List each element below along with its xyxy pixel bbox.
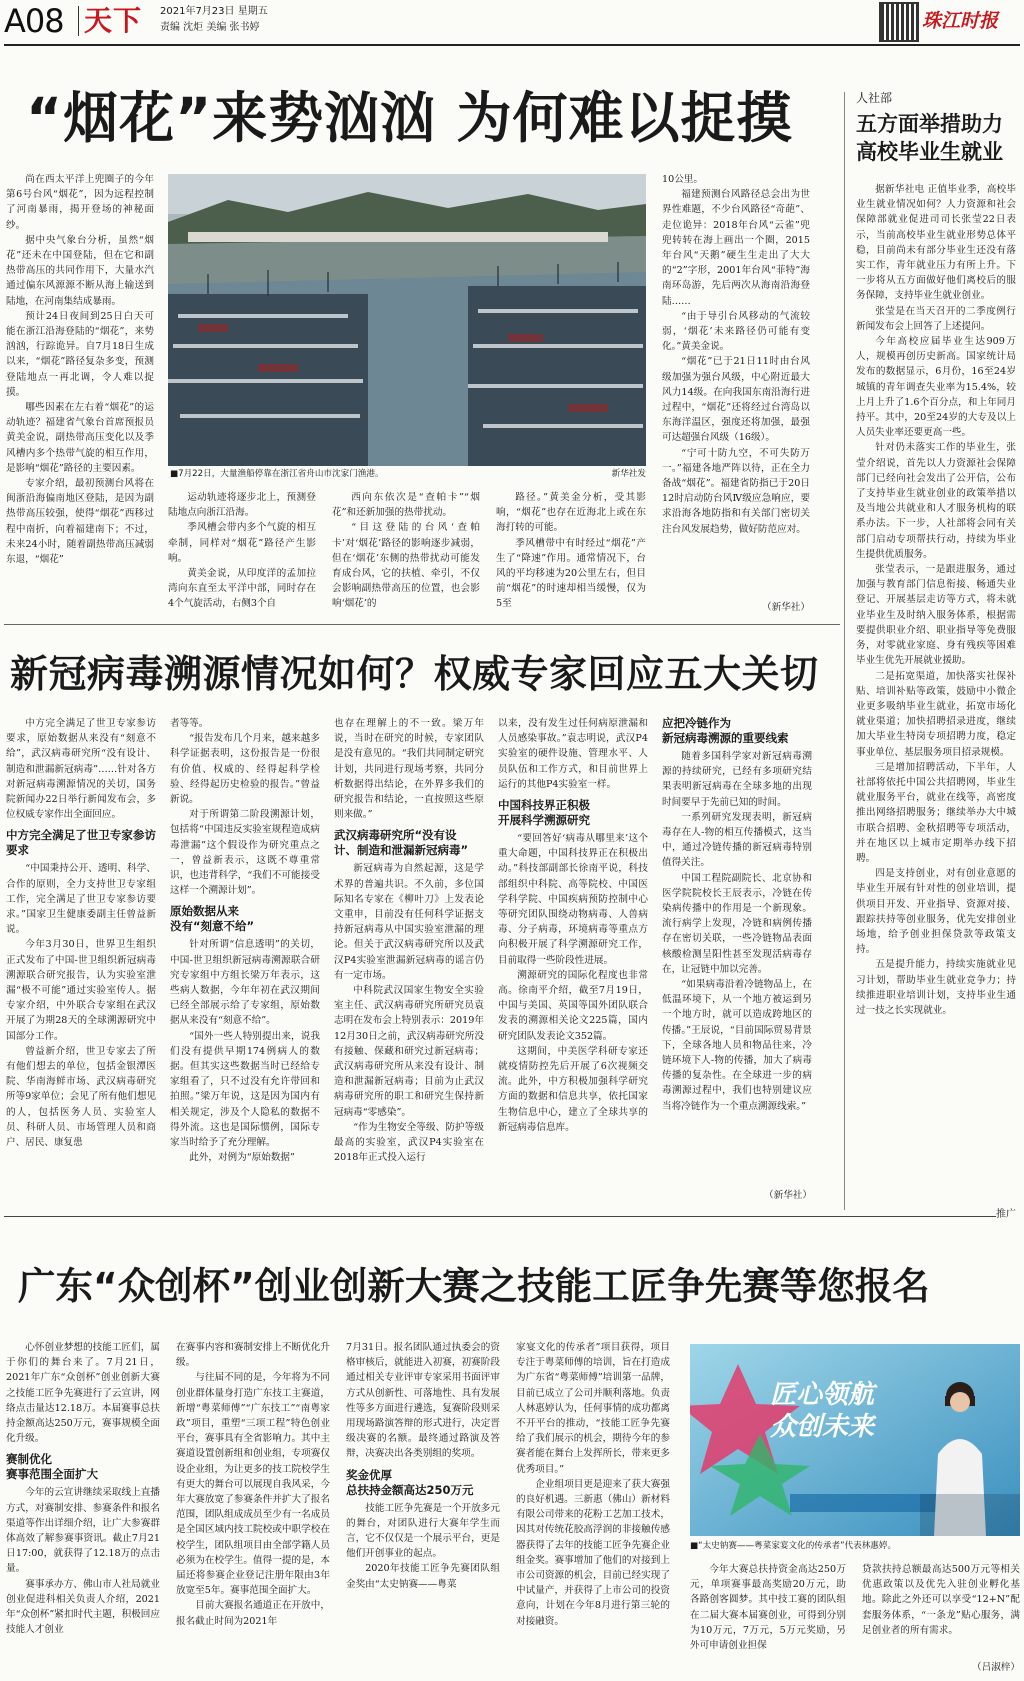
paragraph: 据新华社电 正值毕业季，高校毕业生就业情况如何？人力资源和社会保障部就业促进司司长张莹22日表示，当前高校毕业生就业形势总体平稳，目前尚未有部分毕业生还没有落实工作，青年就业压力有所上升。下一步将从五方面做好他们离校后的服务保障，支持毕业生就业创业。 <box>856 184 1016 302</box>
paragraph: 中方完全满足了世卫专家参访要求，原始数据从来没有“刻意不给”，武汉病毒研究所“没有设计、制造和泄漏新冠病毒”……针对各方对新冠病毒溯源情况的关切，国务院新闻办22日举行新闻发布会，多位权威专家作出全面回应。 <box>6 718 156 821</box>
paragraph: 运动轨迹将逐步北上，预测登陆地点向浙江沿海。 <box>168 492 316 519</box>
paragraph: “作为生物安全等级、防护等级最高的实验室，武汉P4实验室在2018年正式投入运行 <box>334 1121 484 1164</box>
story2-rule <box>4 624 840 625</box>
paragraph: 今年3月30日，世界卫生组织正式发布了中国-世卫组织新冠病毒溯源联合研究报告，认为实验室泄漏“极不可能”通过实验室传人。据专家介绍，中外联合专家组在武汉开展了为期28天的全球溯源研究中国部分工作。 <box>6 939 156 1042</box>
story3-subhead-1 <box>6 1452 160 1482</box>
subhead-line: 赛事范围全面扩大 <box>6 1467 98 1482</box>
sidebar-divider <box>844 92 845 1210</box>
subhead-line: 应把冷链作为 <box>662 716 731 730</box>
paragraph: “中国秉持公开、透明、科学、合作的原则，全力支持世卫专家组工作，完全满足了世卫专家参访要求。”国家卫生健康委副主任曾益新说。 <box>6 863 156 936</box>
story1-photo-credit: 新华社发 <box>611 469 646 479</box>
paragraph: 目前大赛报名通道正在开放中，报名截止时间为2021年 <box>176 1600 330 1627</box>
paragraph: 家宴文化的传承者”项目获得，项目专注于粤菜师傅的培训，旨在打造成为广东省“粤菜师傅”培训第一品牌，目前已成立了公司并顺利落地。负责人林惠婷认为，任何事情的成功都离不开平台的推动，“技能工匠争先赛给了我们展示的机会，期待今年的参赛者能在舞台上发挥所长，带来更多优秀项目。” <box>516 1342 670 1475</box>
story2-subhead-4 <box>498 798 648 828</box>
paragraph: 张莹是在当天召开的二季度例行新闻发布会上回答了上述提问。 <box>856 305 1016 332</box>
story3-headline: 广东“众创杯”创业创新大赛之技能工匠争先赛等您报名 <box>18 1264 930 1308</box>
paragraph: 据中央气象台分析，虽然“烟花”还未在中国登陆，但在它和副热带高压的共同作用下，大量水汽通过偏东风源源不断从海上输送到陆地，在河南集结成暴雨。 <box>6 234 154 307</box>
story1-col2b <box>168 490 316 614</box>
editor-credits: 责编 沈炬 美编 张书婷 <box>160 22 260 33</box>
story3-col3 <box>346 1340 500 1678</box>
paragraph: “如果病毒沿着冷链物品上，在低温环境下，从一个地方被运到另一个地方时，就可以造成跨地区的传播。”王辰说，“目前国际贸易背景下，全球各地人员和物品往来，冷链环境下人-物的传播，加大了病毒传播的复杂性。在全球进一步的病毒溯源过程中，我们也特别建议应当将冷链作为一个重点溯源线索。” <box>662 979 812 1112</box>
story3-photo-caption: ■“太史钠赛——粤菜家宴文化的传承者”代表林惠婷。 <box>690 1541 897 1551</box>
qr-code-icon <box>881 4 917 40</box>
story1-credit: （新华社） <box>762 602 810 613</box>
subhead-line: 中国科技界正积极 <box>498 798 590 813</box>
paragraph: 针对仍未落实工作的毕业生，张莹介绍说，首先以人力资源社会保障部门已经向社会发出了公开信，公布了支持毕业生就业创业的政策举措以及当地公共就业和人才服务机构的联系办法。下一步，人社部将会同有关部门启动专项帮扶行动，持续为毕业生提供优质服务。 <box>856 442 1016 560</box>
sidebar-body <box>856 182 1016 1210</box>
subhead-line: 武汉病毒研究所“没有设 <box>334 828 457 843</box>
paragraph: 黄美金说，从印度洋的孟加拉湾向东直至太平洋中部，同时存在4个气旋活动，右侧3个自 <box>168 568 316 610</box>
paragraph: 今年高校应届毕业生达909万人，规模再创历史新高。国家统计局发布的数据显示，6月份，16至24岁城镇的青年调查失业率为15.4%，较上月上升了1.6个百分点，和上年同月持平。其中，20至24岁的大专及以上人员失业率还要更高一些。 <box>856 336 1016 439</box>
sidebar-kicker: 人社部 <box>856 91 893 105</box>
sidebar-headline-line2: 高校毕业生就业 <box>856 139 1003 164</box>
paragraph: 二是拓宽渠道，加快落实社保补贴、培训补贴等政策，鼓励中小微企业更多吸纳毕业生就业，拓宽市场化就业渠道；加快招聘招录进度，继续加大毕业生特岗专项招聘力度，稳定事业单位、基层服务项目招录规模。 <box>856 670 1016 758</box>
paragraph: 三是增加招聘活动，下半年，人社部将依托中国公共招聘网，毕业生就业服务平台，就业在线等，高密度推出网络招聘服务；继续举办大中城市联合招聘、金秋招聘等专项活动，并在地区以上城市定期举办线下招聘。 <box>856 761 1016 864</box>
paragraph: 一系列研究发现表明，新冠病毒存在人-物的相互传播模式，这当中，通过冷链传播的新冠病毒特别值得关注。 <box>662 811 812 869</box>
subhead-line: 新冠病毒溯源的重要线索 <box>662 731 789 745</box>
paragraph: 路径。”黄美金分析，受其影响，“烟花”也存在近海北上或在东海打转的可能。 <box>496 492 646 534</box>
story1-col3b <box>332 490 480 614</box>
subhead-line: 计、制造和泄漏新冠病毒” <box>334 843 469 858</box>
story3-credit: （吕淑梓） <box>972 1662 1020 1673</box>
paragraph: 季风槽带中有时经过“烟花”产生了“降速”作用。通常情况下，台风的平均移速为20公里左右，但目前“烟花”的时速却相当缓慢，仅为5至 <box>496 537 646 610</box>
paragraph: 张莹表示，一是跟进服务，通过加强与教育部门信息衔接、畅通失业登记、开展基层走访等方式，将未就业毕业生及时纳入服务体系，根据需要提供职业介绍、职业指导等免费服务，对零就业家庭、身有残疾等困难毕业生优先开展就业援助。 <box>856 564 1016 667</box>
paragraph: 以来，没有发生过任何病原泄漏和人员感染事故。”袁志明说，武汉P4实验室的硬件设施、管理水平、人员队伍和工作方式，和目前世界上运行的其他P4实验室一样。 <box>498 718 648 790</box>
story2-credit: （新华社） <box>764 1190 812 1201</box>
harbor-photo <box>168 174 646 466</box>
story2-subhead-1: 中方完全满足了世卫专家参访要求 <box>6 828 156 858</box>
promo-rule <box>4 1216 996 1217</box>
paragraph: “由于导引台风移动的气流较弱，‘烟花’未来路径仍可能有变化。”黄美金说。 <box>662 310 810 353</box>
paragraph: 7月31日。报名团队通过执委会的资格审核后，就能进入初赛，初赛阶段通过相关专业评审专家采用书面评审方式从创新性、可落地性、具有发展性等多方面进行遴选，复赛阶段则采用现场路演答辩的形式进行，决定晋级决赛的名额。最终通过路演及答辩，决赛决出各类别组的奖项。 <box>346 1342 500 1460</box>
story2-col1 <box>6 716 156 1202</box>
paragraph: 也存在理解上的不一致。梁万年说，当时在研究的时候，专家团队是没有意见的。“我们共同制定研究计划，共同进行现场考察，共同分析数据得出结论，在外界多我们的研究报告和结论，一直按照这些原则来做。” <box>334 718 484 821</box>
paragraph: 季风槽会带内多个气旋的相互牵制，同样对“烟花”路径产生影响。 <box>168 522 316 564</box>
story3-subhead-2 <box>346 1468 500 1498</box>
paragraph: “要回答好‘病毒从哪里来’这个重大命题，中国科技界正在积极出动。”科技部副部长徐南平说，科技部组织中科院、高等院校、中国医学科学院、中国疾病预防控制中心等研究团队围绕动物病毒、人兽病毒、分子病毒，环境病毒等重点方向积极开展了科学溯源研究工作，目前取得一些阶段性进展。 <box>498 833 648 966</box>
subhead-line: 没有“刻意不给” <box>170 919 255 934</box>
section-title: 天下 <box>84 4 143 37</box>
paper-logo: 珠江时报 <box>922 10 999 32</box>
subhead-line: 原始数据从来 <box>170 904 239 919</box>
paragraph: “目这登陆的台风‘查帕卡’对‘烟花’路径的影响逐步减弱，但在‘烟花’东侧的热带扰动可能发育成台风，它的扶植、牵引，不仅会影响副热带高压的位置，也会影响‘烟花’的 <box>332 522 480 610</box>
story2-col2 <box>170 716 320 1202</box>
story1-col1 <box>6 172 154 614</box>
issue-date: 2021年7月23日 星期五 <box>160 6 268 17</box>
masthead-divider <box>78 6 79 36</box>
paragraph: 贷款扶持总额最高达500万元等相关优惠政策以及优先入驻创业孵化基地。除此之外还可以享受“12+N”配套服务体系，“一条龙”贴心服务，满足创业者的所有需求。 <box>862 1564 1020 1636</box>
paragraph: 此外，对例为“原始数据” <box>189 1152 295 1164</box>
story1-col4b <box>496 490 646 614</box>
story3-col5 <box>690 1562 846 1678</box>
photo-banner-line2: 众创未来 <box>770 1412 875 1442</box>
subhead-line: 开展科学溯源研究 <box>498 813 590 828</box>
paragraph: 专家介绍，最初预测台风将在闽浙沿海偏南地区登陆，是因为副热带高压较强，使得“烟花”西移过程中南折，向着福建南下；不过，未来24小时，随着副热带高压减弱东退，“烟花” <box>6 478 154 566</box>
paragraph: 10公里。 <box>662 174 703 185</box>
story2-col4 <box>498 716 648 1202</box>
paragraph: 哪些因素在左右着“烟花”的运动轨迹？福建省气象台首席预报员黄美金说，副热带高压变化以及季风槽内多个热带气旋的相互作用，是影响“烟花”路径的主要因素。 <box>6 402 154 474</box>
paragraph: 2020年技能工匠争先赛团队组金奖由“太史钠赛——粤菜 <box>346 1563 500 1590</box>
story2-col5 <box>662 716 812 1188</box>
story2-subhead-3 <box>334 828 484 858</box>
story2-subhead-2 <box>170 904 320 934</box>
story3-col4 <box>516 1340 670 1678</box>
paragraph: 五是提升能力，持续实施就业见习计划，帮助毕业生就业竞争力；持续推进职业培训计划，支持毕业生通过一技之长实现就业。 <box>856 959 1016 1016</box>
paragraph: 新冠病毒为自然起源，这是学术界的普遍共识。不久前，多位国际知名专家在《柳叶刀》上发表论文重申，目前没有任何科学证据支持新冠病毒从中国实验室泄漏的理论。但关于武汉病毒研究所以及武汉P4实验室泄漏新冠病毒的谣言仍有一定市场。 <box>334 863 484 981</box>
paragraph: “报告发布几个月来，越来越多科学证据表明，这份报告是一份很有价值、权威的、经得起科学检验、经得起历史检验的报告。”曾益新说。 <box>170 733 320 806</box>
story3-col1 <box>6 1340 160 1678</box>
story1-photo-caption: ■7月22日，大量渔船停靠在浙江省舟山市沈家门渔港。 <box>170 469 384 479</box>
paragraph: 今年的云宣讲继续采取线上直播方式，对赛制安排、参赛条件和报名渠道等作出详细介绍，让广大参赛群体高效了解参赛事资讯。截止7月21日17:00，就获得了12.18万的点击量。 <box>6 1487 160 1575</box>
paragraph: “烟花”已于21日11时由台风级加强为强台风级，中心附近最大风力14级。在向我国东南沿海行进过程中，“烟花”还将经过台湾岛以东海洋温区，强度还将加强，最强可达超强台风级（16级）。 <box>662 356 810 444</box>
paragraph: 福建预测台风路径总会出为世界性难题，不少台风路径“奇葩”、走位诡异：2018年台风“云雀”兜兜转转在海上画出一个圈，2015年台风“天鹅”硬生生走出了大大的“2”字形，2001年台风“菲特”海南环岛游，先后两次从海南沿海登陆…… <box>662 189 810 307</box>
paragraph: 今年大赛总扶持资金高达250万元，单项赛事最高奖励20万元，助各路创客圆梦。其中技工赛的团队组在二届大赛本届赛创业，可得到分别为10万元，7万元，5万元奖励，另外可申请创业担保 <box>690 1564 846 1652</box>
story1-col5 <box>662 172 810 602</box>
paragraph: 在赛事内容和赛制安排上不断优化升级。 <box>176 1342 330 1369</box>
paragraph: 这期间，中美医学科研专家还就疫情防控先后开展了6次视频交流。此外，中方积极加强科学研究方面的数据和信息共享，依托国家生物信息中心，建立了全球共享的新冠病毒信息库。 <box>498 1045 648 1133</box>
paragraph: 溯源研究的国际化程度也非常高。徐南平介绍，截至7月19日，中国与美国、英国等国外团队联合发表的溯源相关论文225篇，国内研究团队发表论文352篇。 <box>498 969 648 1042</box>
paragraph: 预计24日夜间到25日白天可能在浙江沿海登陆的“烟花”，来势汹汹，行踪诡异。自7月18日生成以来，“烟花”路径复杂多变，预测登陆地点一再北调，令人难以捉摸。 <box>6 310 154 398</box>
story3-col2 <box>176 1340 330 1678</box>
subhead-line: 奖金优厚 <box>346 1467 392 1482</box>
paragraph: 四是支持创业，对有创业意愿的毕业生开展有针对性的创业培训，提供项目开发、开业指导、资源对接、跟踪扶持等创业服务，优先安排创业场地，给予创业担保贷款等政策支持。 <box>856 868 1016 956</box>
subhead-line: 赛制优化 <box>6 1452 52 1467</box>
paragraph: 尚在西太平洋上兜圈子的今年第6号台风“烟花”，因为远程控制了河南暴雨，揭开登场的神秘面纱。 <box>6 174 154 231</box>
paragraph: 中科院武汉国家生物安全实验室主任、武汉病毒研究所研究员袁志明在发布会上特别表示：2019年12月30日之前，武汉病毒研究所没有接触、保藏和研究过新冠病毒；武汉病毒研究所从来没有设计、制造和泄漏新冠病毒；目前为止武汉病毒研究所的职工和研究生保持新冠病毒“零感染”。 <box>334 985 484 1118</box>
page-number: A08 <box>4 2 64 40</box>
sidebar-headline-line1: 五方面举措助力 <box>856 111 1003 136</box>
paragraph: 赛事承办方、佛山市人社局就业创业促进科相关负责人介绍，2021年“众创杯”紧扣时代主题，积极回应技能人才创业 <box>6 1578 160 1636</box>
paragraph: 针对所谓“信息透明”的关切，中国-世卫组织新冠病毒溯源联合研究专家组中方组长梁万年表示，这些病人数据，今年年初在武汉期间已经全部展示给了专家组，原始数据从来没有“刻意不给”。 <box>170 939 320 1027</box>
paragraph: 中国工程院副院长、北京协和医学院院校长王辰表示，冷链在传染病传播中的作用是一个新现象。流行病学上发现，冷链和病例传播存在密切关联，一些冷链物品表面核酸检测呈阳性甚至发现活病毒存在，让冠链中加以完善。 <box>662 872 812 975</box>
paragraph: “国外一些人特别提出来，说我们没有提供早期174例病人的数据。但其实这些数据当时已经给专家组看了，只不过没有允许带回和拍照。”梁万年说，这是因为国内有相关规定，涉及个人隐私的数据不得外流。这也是国际惯例，国际专家当时给予了充分理解。 <box>170 1030 320 1149</box>
story2-headline: 新冠病毒溯源情况如何？权威专家回应五大关切 <box>10 652 819 696</box>
photo-banner-line1: 匠心领航 <box>770 1380 875 1410</box>
story2-subhead-5 <box>662 716 812 746</box>
paragraph: 对于所谓第二阶段溯源计划，包括将“中国违反实验室规程造成病毒泄漏”这个假设作为研究重点之一，曾益新表示，这既不尊重常识，也违背科学，“我们不可能接受这样一个溯源计划”。 <box>170 809 320 897</box>
story1-headline: “烟花”来势汹汹 为何难以捉摸 <box>26 86 793 150</box>
paragraph: 与往届不同的是，今年将为不同创业群体量身打造广东技工主赛道，新增“粤菜师傅”“广东技工”“南粤家政”项目，重塑“三项工程”特色创业平台，赛事具有全省影响力。其中主赛道设置创新组和创业组，专项赛仅设企业组，为让更多的技工院校学生有更大的舞台可以展现自我风采，今年大赛放宽了参赛条件并扩大了报名范围，团队组成成员至少有一名成员是全国区域内技工院校或中职学校在校学生，团队组项目由全部学籍人员必须为在校学生。值得一提的是，本届还将参赛企业登记注册年限由3年放宽至5年。赛事范围全面扩大。 <box>176 1372 330 1597</box>
promo-label: 推广 <box>996 1209 1016 1220</box>
paragraph: 随着多国科学家对新冠病毒溯源的持续研究，已经有多项研究结果表明新冠病毒在全球多地的出现时间要早于先前已知的时间。 <box>662 751 812 808</box>
paragraph: 企业组项目更是迎来了获大赛强的良好机遇。三新惠（佛山）新材料有限公司带来的花粉工艺加工技术，因其对传统花胶高浮润的非接触传感器获得了去年的技能工匠争先赛企业组金奖。赛事增加了他们的对接到上市公司资源的机会，目前已经实现了中试量产，并获得了上市公司的投资意向，计划在今年8月进行第三轮的对接融资。 <box>516 1478 670 1627</box>
story2-col3 <box>334 716 484 1202</box>
paragraph: 西向东依次是“查帕卡”“烟花”和还新加强的热带扰动。 <box>332 492 480 519</box>
paragraph: 技能工匠争先赛是一个开放多元的舞台，对团队进行大赛年学生而言，它不仅仅是一个展示平台，更是他们开创事业的起点。 <box>346 1502 500 1560</box>
masthead-rule <box>4 44 1020 46</box>
story3-col6 <box>862 1562 1020 1658</box>
paragraph: 曾益新介绍，世卫专家去了所有他们想去的单位，包括金银潭医院、华南海鲜市场、武汉病毒研究所等9家单位；会见了所有他们想见的人，包括医务人员、实验室人员、科研人员、市场管理人员和商户、居民、康复患 <box>6 1045 156 1149</box>
paragraph: “宁可十防九空，不可失防万一。”福建各地严阵以待，正在全力备战“烟花”。福建省防指已于20日12时启动防台风Ⅳ级应急响应，要求沿海各地防指和有关部门密切关注台风发展趋势，做好防范应对。 <box>662 447 810 535</box>
paragraph: 者等等。 <box>170 718 209 729</box>
subhead-line: 总扶持金额高达250万元 <box>346 1482 474 1497</box>
paragraph: 心怀创业梦想的技能工匠们，属于你们的舞台来了。7月21日，2021年广东“众创杯”创业创新大赛之技能工匠争先赛进行了云宣讲，网络点击量达12.18万。本届赛事总扶持金额高达250万元，赛事规模全面化升级。 <box>6 1342 160 1445</box>
